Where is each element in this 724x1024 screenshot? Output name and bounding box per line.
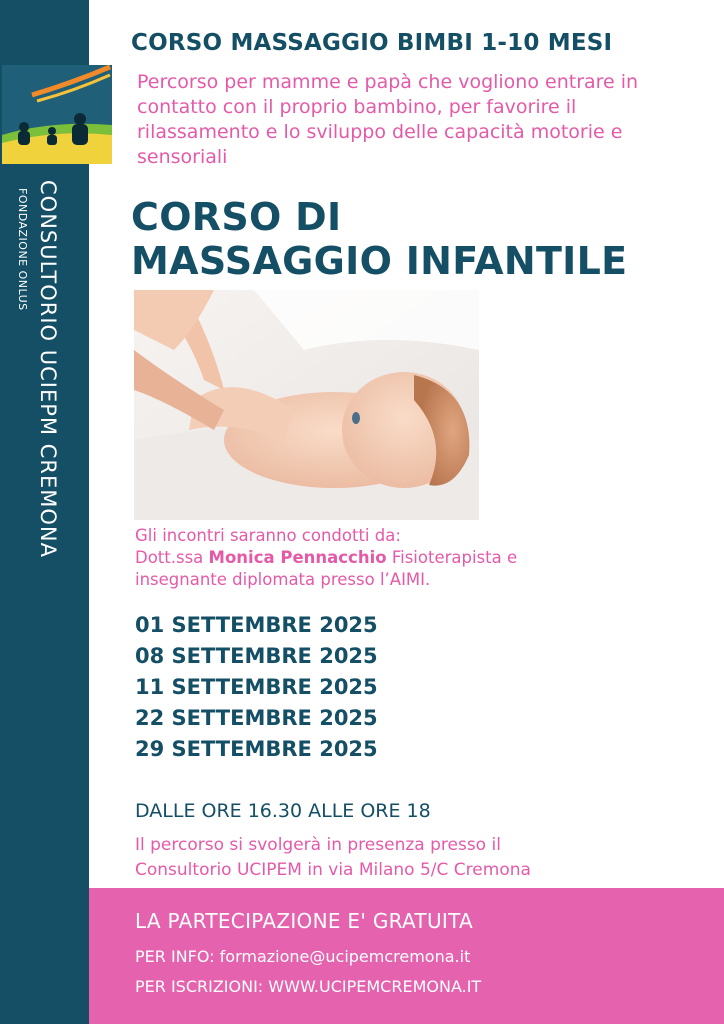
registration-label: PER ISCRIZIONI:	[135, 977, 264, 996]
instructor-line	[135, 547, 695, 569]
date-item: 11 SETTEMBRE 2025	[135, 675, 378, 699]
free-participation: LA PARTECIPAZIONE E' GRATUITA	[135, 909, 474, 933]
title-line-1: CORSO DI	[131, 195, 342, 239]
info-line	[135, 947, 470, 966]
page-title	[131, 195, 627, 283]
date-item: 08 SETTEMBRE 2025	[135, 644, 378, 668]
instructor-name: Monica Pennacchio	[208, 548, 387, 567]
date-item: 01 SETTEMBRE 2025	[135, 613, 378, 637]
course-subtitle: CORSO MASSAGGIO BIMBI 1-10 MESI	[131, 30, 613, 56]
date-list	[135, 610, 378, 765]
date-item: 29 SETTEMBRE 2025	[135, 737, 378, 761]
intro-text: Percorso per mamme e papà che vogliono entrare in contatto con il proprio bambino, per favorire il rilassamento e lo sviluppo delle capacità motorie e sensoriali	[137, 71, 639, 168]
instructor-qualification: insegnante diplomata presso l’AIMI.	[135, 570, 431, 589]
instructor-prefix: Dott.ssa	[135, 548, 204, 567]
instructor-role: Fisioterapista e	[391, 548, 518, 567]
baby-massage-photo-icon	[134, 290, 479, 520]
organization-name: CONSULTORIO UCIEPM CREMONA	[36, 180, 60, 558]
venue-line-1: Il percorso si svolgerà in presenza presso il	[135, 835, 501, 855]
family-sunset-logo-icon	[2, 65, 112, 164]
sidebar-text	[0, 180, 89, 620]
info-label: PER INFO:	[135, 947, 215, 966]
date-item: 22 SETTEMBRE 2025	[135, 706, 378, 730]
title-line-2: MASSAGGIO INFANTILE	[131, 239, 628, 283]
schedule-hours: DALLE ORE 16.30 ALLE ORE 18	[135, 800, 431, 822]
foundation-label: FONDAZIONE ONLUS	[16, 188, 29, 311]
conduct-intro: Gli incontri saranno condotti da:	[135, 526, 401, 545]
registration-line	[135, 977, 481, 996]
info-email-link[interactable]: formazione@ucipemcremona.it	[219, 947, 471, 966]
venue-info	[135, 833, 695, 883]
venue-line-2: Consultorio UCIPEM in via Milano 5/C Cremona	[135, 860, 531, 880]
instructor-info	[135, 525, 695, 591]
registration-url-link[interactable]: WWW.UCIPEMCREMONA.IT	[268, 977, 482, 996]
